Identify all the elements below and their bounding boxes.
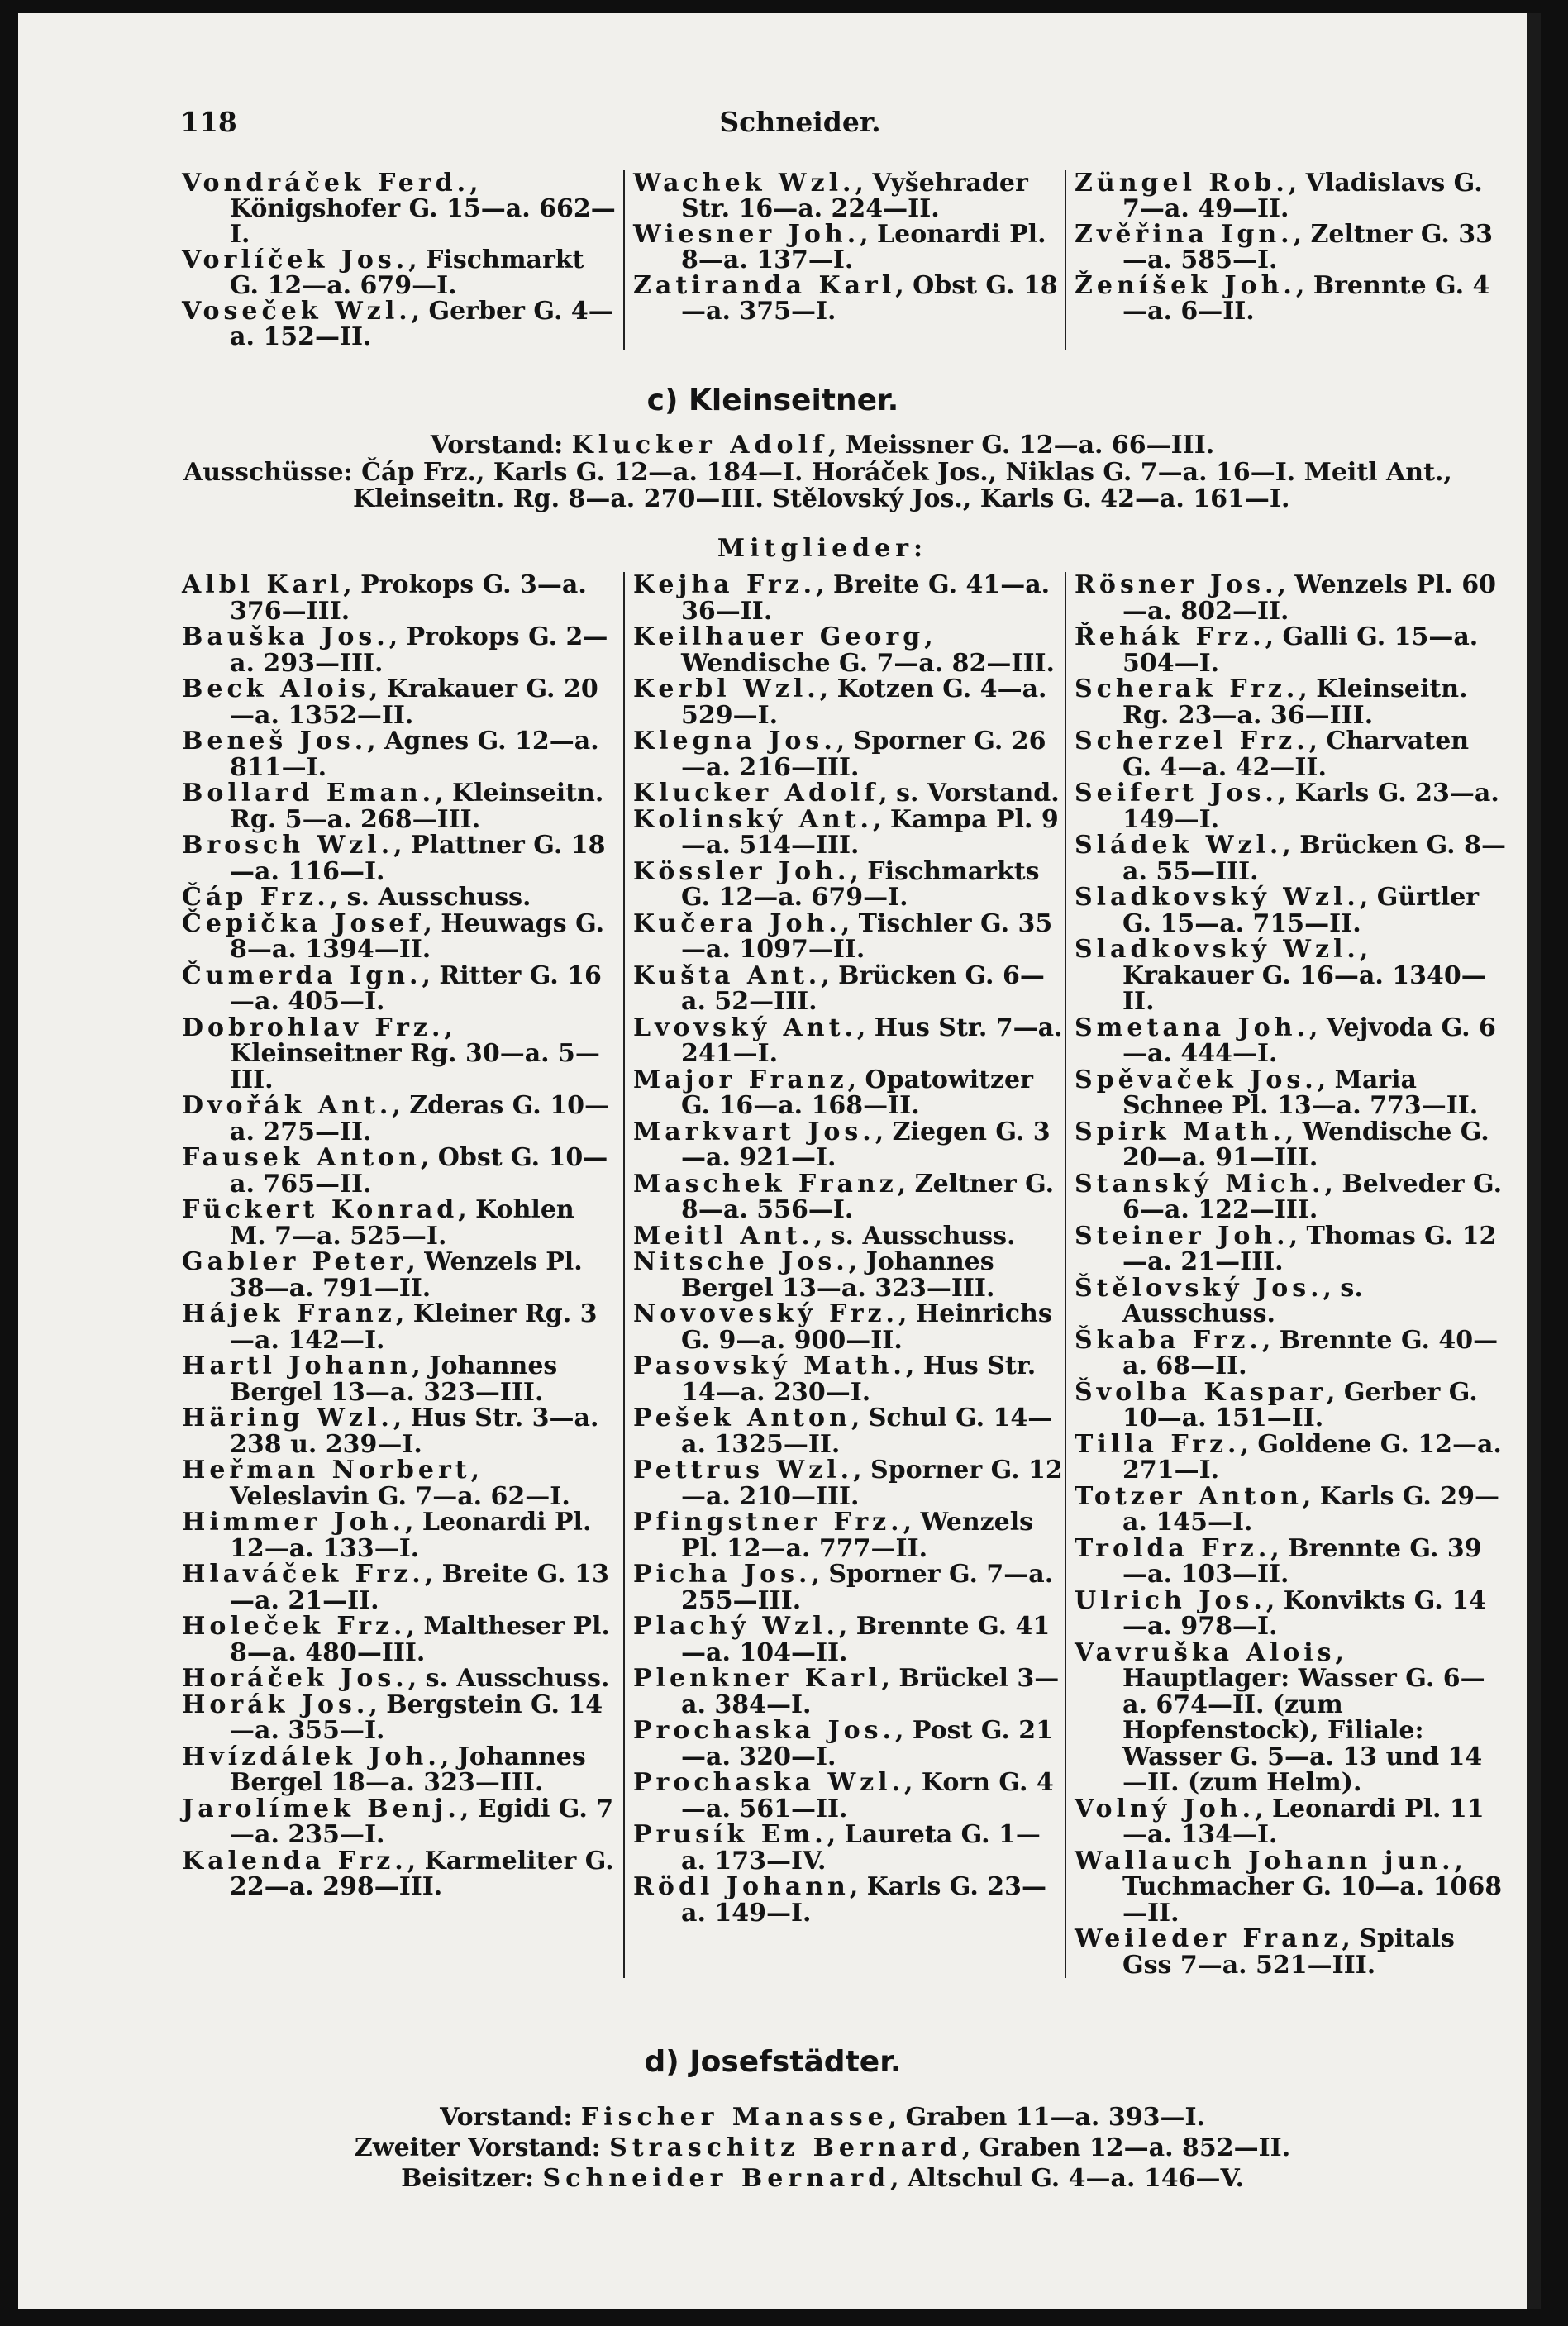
list-item: Prusík Em., Laureta G. 1—a. 173—IV. — [633, 1820, 1041, 1876]
list-item: Weileder Franz, Spitals Gss 7—a. 521—III. — [1075, 1924, 1455, 1980]
list-item: Tilla Frz., Goldene G. 12—a. 271—I. — [1075, 1429, 1502, 1485]
list-item: Kučera Joh., Tischler G. 35—a. 1097—II. — [633, 908, 1053, 964]
list-item: Volný Joh., Leonardi Pl. 11—a. 134—I. — [1075, 1794, 1485, 1849]
list-item: Prochaska Wzl., Korn G. 4—a. 561—II. — [633, 1768, 1054, 1823]
list-item: Švolba Kaspar, Gerber G. 10—a. 151—II. — [1075, 1377, 1478, 1432]
list-item: Holeček Frz., Maltheser Pl. 8—a. 480—III. — [182, 1612, 610, 1667]
list-item: Häring Wzl., Hus Str. 3—a. 238 u. 239—I. — [182, 1404, 599, 1459]
list-item: Kalenda Frz., Karmeliter G. 22—a. 298—III. — [182, 1846, 614, 1901]
list-item: Keilhauer Georg, Wendische G. 7—a. 82—III. — [633, 622, 1055, 678]
top-entries — [182, 170, 1508, 350]
section-d-beisitzer: Beisitzer: Schneider Bernard, Altschul G. 4—a. 146—V. — [401, 2164, 1244, 2193]
list-item: Meitl Ant., s. Ausschuss. — [633, 1221, 1016, 1251]
mitglieder-heading: Mitglieder: — [717, 534, 928, 563]
list-item: Seifert Jos., Karls G. 23—a. 149—I. — [1075, 779, 1499, 834]
list-item: Totzer Anton, Karls G. 29—a. 145—I. — [1075, 1481, 1500, 1537]
section-c-vorstand: Vorstand: Klucker Adolf, Meissner G. 12—a. 66—III. — [430, 431, 1215, 460]
list-item: Maschek Franz, Zeltner G. 8—a. 556—I. — [633, 1169, 1055, 1224]
list-item: Zvěřina Ign., Zeltner G. 33—a. 585—I. — [1075, 220, 1494, 274]
list-item: Lvovský Ant., Hus Str. 7—a. 241—I. — [633, 1013, 1063, 1068]
list-item: Scherak Frz., Kleinseitn. Rg. 23—a. 36—III. — [1075, 674, 1468, 730]
list-item: Pešek Anton, Schul G. 14—a. 1325—II. — [633, 1404, 1053, 1459]
list-item: Dobrohlav Frz., Kleinseitner Rg. 30—a. 5—III. — [182, 1013, 600, 1094]
list-item: Fückert Konrad, Kohlen M. 7—a. 525—I. — [182, 1195, 574, 1251]
list-item: Vavruška Alois, Hauptlager: Wasser G. 6—a. 674—II. (zum Hopfenstock), Filiale: Wasser G. 5—a. 13 und 14—II. (zum Helm). — [1075, 1637, 1485, 1797]
list-item: Scherzel Frz., Charvaten G. 4—a. 42—II. — [1075, 727, 1470, 782]
list-item: Spirk Math., Wendische G. 20—a. 91—III. — [1075, 1117, 1489, 1172]
list-item: Beck Alois, Krakauer G. 20—a. 1352—II. — [182, 674, 598, 730]
list-item: Smetana Joh., Vejvoda G. 6—a. 444—I. — [1075, 1013, 1496, 1068]
members-columns — [182, 572, 1508, 1978]
list-item: Čepička Josef, Heuwags G. 8—a. 1394—II. — [182, 908, 605, 964]
list-item: Sládek Wzl., Brücken G. 8—a. 55—III. — [1075, 831, 1506, 886]
page-title: Schneider. — [719, 106, 881, 138]
list-item: Rödl Johann, Karls G. 23—a. 149—I. — [633, 1872, 1046, 1928]
list-item: Pasovský Math., Hus Str. 14—a. 230—I. — [633, 1351, 1037, 1407]
list-item: Ženíšek Joh., Brennte G. 4—a. 6—II. — [1075, 271, 1490, 326]
list-item: Kerbl Wzl., Kotzen G. 4—a. 529—I. — [633, 674, 1047, 730]
list-item: Hartl Johann, Johannes Bergel 13—a. 323—III. — [182, 1351, 558, 1407]
list-item: Plenkner Karl, Brückel 3—a. 384—I. — [633, 1664, 1060, 1719]
section-c-ausschusse: Ausschüsse: Čáp Frz., Karls G. 12—a. 184—I. Horáček Jos., Niklas G. 7—a. 16—I. Meitl Ant., Kleinseitn. Rg. 8—a. 270—III. Stělovský Jos., Karls G. 42—a. 161—I. — [183, 458, 1452, 513]
list-item: Novoveský Frz., Heinrichs G. 9—a. 900—II. — [633, 1299, 1052, 1355]
list-item: Horáček Jos., s. Ausschuss. — [182, 1664, 610, 1693]
list-item: Markvart Jos., Ziegen G. 3—a. 921—I. — [633, 1117, 1051, 1172]
list-item: Major Franz, Opatowitzer G. 16—a. 168—II. — [633, 1065, 1033, 1120]
list-item: Stanský Mich., Belveder G. 6—a. 122—III. — [1075, 1169, 1503, 1224]
list-item: Kössler Joh., Fischmarkts G. 12—a. 679—I. — [633, 856, 1040, 912]
list-item: Štělovský Jos., s. Ausschuss. — [1075, 1273, 1363, 1328]
list-item: Albl Karl, Prokops G. 3—a. 376—III. — [182, 570, 587, 626]
list-item: Steiner Joh., Thomas G. 12—a. 21—III. — [1075, 1221, 1497, 1276]
section-d-zweiter-vorstand: Zweiter Vorstand: Straschitz Bernard, Graben 12—a. 852—II. — [354, 2133, 1291, 2162]
list-item: Nitsche Jos., Johannes Bergel 13—a. 323—III. — [633, 1247, 995, 1303]
list-item: Čáp Frz., s. Ausschuss. — [182, 883, 531, 912]
list-item: Wachek Wzl., Vyšehrader Str. 16—a. 224—II. — [633, 169, 1028, 223]
list-item: Kolinský Ant., Kampa Pl. 9—a. 514—III. — [633, 804, 1059, 860]
members-column-1 — [182, 572, 623, 1978]
list-item: Hvízdálek Joh., Johannes Bergel 18—a. 323—III. — [182, 1742, 586, 1797]
list-item: Hlaváček Frz., Breite G. 13—a. 21—II. — [182, 1560, 609, 1615]
list-item: Picha Jos., Sporner G. 7—a. 255—III. — [633, 1560, 1054, 1615]
list-item: Trolda Frz., Brennte G. 39—a. 103—II. — [1075, 1533, 1482, 1589]
list-item: Prochaska Jos., Post G. 21—a. 320—I. — [633, 1716, 1054, 1771]
list-item: Čumerda Ign., Ritter G. 16—a. 405—I. — [182, 960, 602, 1016]
list-item: Wiesner Joh., Leonardi Pl. 8—a. 137—I. — [633, 220, 1046, 274]
list-item: Sladkovský Wzl., Gürtler G. 15—a. 715—II. — [1075, 883, 1480, 938]
list-item: Dvořák Ant., Zderas G. 10—a. 275—II. — [182, 1091, 609, 1146]
list-item: Klegna Jos., Sporner G. 26—a. 216—III. — [633, 727, 1046, 782]
list-item: Kušta Ant., Brücken G. 6—a. 52—III. — [633, 960, 1045, 1016]
list-item: Řehák Frz., Galli G. 15—a. 504—I. — [1075, 622, 1479, 678]
members-column-2 — [623, 572, 1065, 1978]
page-number: 118 — [180, 106, 237, 138]
list-item: Škaba Frz., Brennte G. 40—a. 68—II. — [1075, 1325, 1499, 1380]
list-item: Himmer Joh., Leonardi Pl. 12—a. 133—I. — [182, 1508, 592, 1563]
list-item: Heřman Norbert, Veleslavin G. 7—a. 62—I. — [182, 1456, 570, 1511]
top-column-2 — [623, 170, 1065, 350]
list-item: Beneš Jos., Agnes G. 12—a. 811—I. — [182, 727, 599, 782]
list-item: Brosch Wzl., Plattner G. 18—a. 116—I. — [182, 831, 606, 886]
list-item: Ulrich Jos., Konvikts G. 14—a. 978—I. — [1075, 1585, 1486, 1641]
members-column-3 — [1065, 572, 1506, 1978]
list-item: Bauška Jos., Prokops G. 2—a. 293—III. — [182, 622, 608, 678]
list-item: Pettrus Wzl., Sporner G. 12—a. 210—III. — [633, 1456, 1063, 1511]
top-column-1 — [182, 170, 623, 350]
list-item: Vorlíček Jos., Fischmarkt G. 12—a. 679—I. — [182, 245, 584, 300]
list-item: Jarolímek Benj., Egidi G. 7—a. 235—I. — [182, 1794, 614, 1849]
page-header — [164, 96, 1437, 145]
directory-page — [18, 13, 1541, 2309]
list-item: Horák Jos., Bergstein G. 14—a. 355—I. — [182, 1690, 603, 1745]
list-item: Voseček Wzl., Gerber G. 4—a. 152—II. — [182, 297, 613, 351]
list-item: Plachý Wzl., Brennte G. 41—a. 104—II. — [633, 1612, 1051, 1667]
section-d-title: d) Josefstädter. — [644, 2045, 902, 2079]
list-item: Züngel Rob., Vladislavs G. 7—a. 49—II. — [1075, 169, 1483, 223]
list-item: Rösner Jos., Wenzels Pl. 60—a. 802—II. — [1075, 570, 1497, 626]
list-item: Hájek Franz, Kleiner Rg. 3—a. 142—I. — [182, 1299, 598, 1355]
list-item: Wallauch Johann jun., Tuchmacher G. 10—a. 1068—II. — [1075, 1846, 1503, 1928]
top-column-3 — [1065, 170, 1506, 350]
section-c-title: c) Kleinseitner. — [646, 384, 899, 417]
list-item: Kejha Frz., Breite G. 41—a. 36—II. — [633, 570, 1051, 626]
section-d-vorstand: Vorstand: Fischer Manasse, Graben 11—a. 393—I. — [440, 2103, 1205, 2132]
list-item: Fausek Anton, Obst G. 10—a. 765—II. — [182, 1143, 608, 1199]
list-item: Vondráček Ferd., Königshofer G. 15—a. 662—I. — [182, 169, 616, 249]
list-item: Pfingstner Frz., Wenzels Pl. 12—a. 777—II. — [633, 1508, 1034, 1563]
list-item: Zatiranda Karl, Obst G. 18—a. 375—I. — [633, 271, 1058, 326]
list-item: Spěvaček Jos., Maria Schnee Pl. 13—a. 773—II. — [1075, 1065, 1479, 1120]
list-item: Sladkovský Wzl., Krakauer G. 16—a. 1340—II. — [1075, 935, 1486, 1016]
list-item: Klucker Adolf, s. Vorstand. — [633, 779, 1060, 808]
list-item: Bollard Eman., Kleinseitn. Rg. 5—a. 268—III. — [182, 779, 604, 834]
list-item: Gabler Peter, Wenzels Pl. 38—a. 791—II. — [182, 1247, 583, 1303]
